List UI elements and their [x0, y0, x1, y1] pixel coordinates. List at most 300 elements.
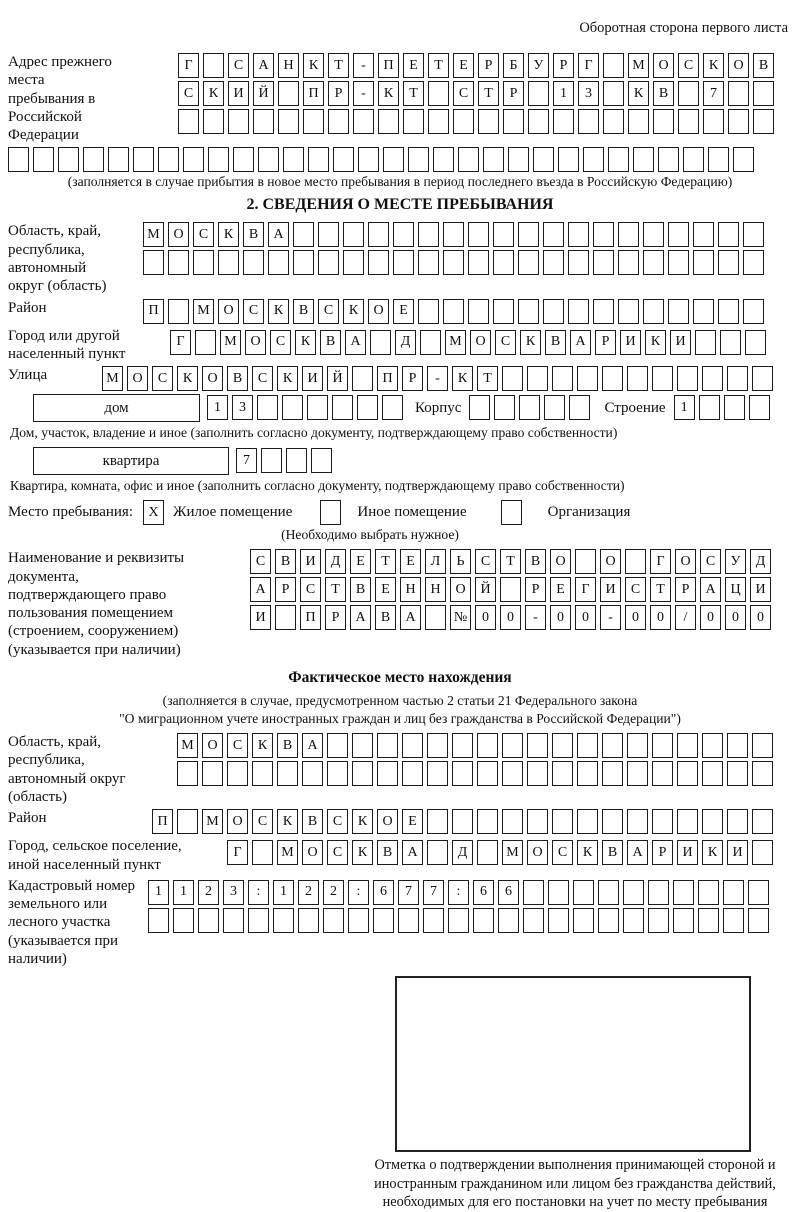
- char-cell[interactable]: [698, 908, 719, 933]
- char-cell[interactable]: [352, 366, 373, 391]
- char-cell[interactable]: А: [400, 605, 421, 630]
- char-cell[interactable]: [708, 147, 729, 172]
- char-cell[interactable]: [668, 250, 689, 275]
- char-cell[interactable]: В: [293, 299, 314, 324]
- char-cell[interactable]: [273, 908, 294, 933]
- char-cell[interactable]: Т: [428, 53, 449, 78]
- char-cell[interactable]: [323, 908, 344, 933]
- char-cell[interactable]: Ь: [450, 549, 471, 574]
- char-cell[interactable]: М: [502, 840, 523, 865]
- char-cell[interactable]: Е: [403, 53, 424, 78]
- char-cell[interactable]: [668, 222, 689, 247]
- char-cell[interactable]: [427, 809, 448, 834]
- char-cell[interactable]: [573, 908, 594, 933]
- char-cell[interactable]: М: [445, 330, 466, 355]
- char-cell[interactable]: [608, 147, 629, 172]
- char-cell[interactable]: :: [348, 880, 369, 905]
- char-cell[interactable]: Г: [178, 53, 199, 78]
- char-cell[interactable]: [418, 299, 439, 324]
- char-cell[interactable]: [448, 908, 469, 933]
- char-cell[interactable]: 0: [650, 605, 671, 630]
- char-cell[interactable]: К: [628, 81, 649, 106]
- char-cell[interactable]: [577, 366, 598, 391]
- char-cell[interactable]: К: [277, 809, 298, 834]
- char-cell[interactable]: В: [545, 330, 566, 355]
- char-cell[interactable]: [193, 250, 214, 275]
- char-cell[interactable]: [328, 109, 349, 134]
- char-cell[interactable]: Т: [650, 577, 671, 602]
- char-cell[interactable]: [693, 222, 714, 247]
- char-cell[interactable]: [425, 605, 446, 630]
- char-cell[interactable]: К: [352, 840, 373, 865]
- char-cell[interactable]: [293, 250, 314, 275]
- char-cell[interactable]: [503, 109, 524, 134]
- char-cell[interactable]: [268, 250, 289, 275]
- char-cell[interactable]: [518, 250, 539, 275]
- char-cell[interactable]: [695, 330, 716, 355]
- char-cell[interactable]: [177, 761, 198, 786]
- char-cell[interactable]: 0: [550, 605, 571, 630]
- char-cell[interactable]: Е: [550, 577, 571, 602]
- char-cell[interactable]: 2: [298, 880, 319, 905]
- char-cell[interactable]: [652, 366, 673, 391]
- char-cell[interactable]: [227, 761, 248, 786]
- char-cell[interactable]: [498, 908, 519, 933]
- char-cell[interactable]: Г: [575, 577, 596, 602]
- char-cell[interactable]: [383, 147, 404, 172]
- char-cell[interactable]: Т: [328, 53, 349, 78]
- char-cell[interactable]: [519, 395, 540, 420]
- char-cell[interactable]: [468, 250, 489, 275]
- char-cell[interactable]: [548, 908, 569, 933]
- char-cell[interactable]: Д: [395, 330, 416, 355]
- char-cell[interactable]: К: [577, 840, 598, 865]
- char-cell[interactable]: [752, 761, 773, 786]
- char-cell[interactable]: А: [627, 840, 648, 865]
- char-cell[interactable]: [693, 299, 714, 324]
- char-cell[interactable]: [718, 250, 739, 275]
- char-cell[interactable]: [83, 147, 104, 172]
- char-cell[interactable]: [727, 733, 748, 758]
- char-cell[interactable]: [427, 761, 448, 786]
- char-cell[interactable]: [257, 395, 278, 420]
- char-cell[interactable]: И: [250, 605, 271, 630]
- char-cell[interactable]: [427, 840, 448, 865]
- char-cell[interactable]: [228, 109, 249, 134]
- char-cell[interactable]: Е: [400, 549, 421, 574]
- char-cell[interactable]: О: [202, 733, 223, 758]
- char-cell[interactable]: К: [378, 81, 399, 106]
- char-cell[interactable]: П: [377, 366, 398, 391]
- char-cell[interactable]: 0: [575, 605, 596, 630]
- char-cell[interactable]: [602, 733, 623, 758]
- char-cell[interactable]: [745, 330, 766, 355]
- char-cell[interactable]: [418, 250, 439, 275]
- char-cell[interactable]: Б: [503, 53, 524, 78]
- char-cell[interactable]: 1: [148, 880, 169, 905]
- char-cell[interactable]: Т: [403, 81, 424, 106]
- char-cell[interactable]: [393, 222, 414, 247]
- char-cell[interactable]: [508, 147, 529, 172]
- char-cell[interactable]: И: [620, 330, 641, 355]
- char-cell[interactable]: [501, 500, 522, 525]
- char-cell[interactable]: [752, 840, 773, 865]
- char-cell[interactable]: [575, 549, 596, 574]
- char-cell[interactable]: С: [252, 809, 273, 834]
- char-cell[interactable]: К: [303, 53, 324, 78]
- char-cell[interactable]: [598, 880, 619, 905]
- char-cell[interactable]: К: [520, 330, 541, 355]
- char-cell[interactable]: [643, 299, 664, 324]
- char-cell[interactable]: А: [350, 605, 371, 630]
- char-cell[interactable]: [593, 222, 614, 247]
- char-cell[interactable]: А: [700, 577, 721, 602]
- char-cell[interactable]: [493, 250, 514, 275]
- char-cell[interactable]: [473, 908, 494, 933]
- char-cell[interactable]: [752, 809, 773, 834]
- char-cell[interactable]: 7: [703, 81, 724, 106]
- char-cell[interactable]: [703, 109, 724, 134]
- char-cell[interactable]: [332, 395, 353, 420]
- char-cell[interactable]: -: [600, 605, 621, 630]
- char-cell[interactable]: О: [450, 577, 471, 602]
- char-cell[interactable]: 6: [473, 880, 494, 905]
- char-cell[interactable]: Г: [578, 53, 599, 78]
- char-cell[interactable]: [677, 733, 698, 758]
- char-cell[interactable]: [33, 147, 54, 172]
- char-cell[interactable]: [677, 761, 698, 786]
- char-cell[interactable]: [718, 299, 739, 324]
- char-cell[interactable]: [724, 395, 745, 420]
- char-cell[interactable]: С: [678, 53, 699, 78]
- char-cell[interactable]: П: [300, 605, 321, 630]
- char-cell[interactable]: [523, 908, 544, 933]
- char-cell[interactable]: А: [402, 840, 423, 865]
- char-cell[interactable]: [502, 809, 523, 834]
- char-cell[interactable]: [278, 109, 299, 134]
- char-cell[interactable]: С: [625, 577, 646, 602]
- char-cell[interactable]: [752, 733, 773, 758]
- char-cell[interactable]: -: [353, 53, 374, 78]
- char-cell[interactable]: О: [728, 53, 749, 78]
- char-cell[interactable]: [177, 809, 198, 834]
- char-cell[interactable]: К: [218, 222, 239, 247]
- char-cell[interactable]: [720, 330, 741, 355]
- char-cell[interactable]: О: [527, 840, 548, 865]
- char-cell[interactable]: М: [220, 330, 241, 355]
- char-cell[interactable]: Р: [478, 53, 499, 78]
- char-cell[interactable]: [168, 250, 189, 275]
- char-cell[interactable]: [402, 761, 423, 786]
- char-cell[interactable]: 6: [498, 880, 519, 905]
- char-cell[interactable]: Г: [650, 549, 671, 574]
- char-cell[interactable]: Р: [402, 366, 423, 391]
- char-cell[interactable]: О: [377, 809, 398, 834]
- char-cell[interactable]: :: [248, 880, 269, 905]
- char-cell[interactable]: С: [318, 299, 339, 324]
- char-cell[interactable]: -: [427, 366, 448, 391]
- char-cell[interactable]: [333, 147, 354, 172]
- char-cell[interactable]: [500, 577, 521, 602]
- char-cell[interactable]: 0: [725, 605, 746, 630]
- char-cell[interactable]: [618, 222, 639, 247]
- char-cell[interactable]: В: [277, 733, 298, 758]
- char-cell[interactable]: [293, 222, 314, 247]
- char-cell[interactable]: [752, 366, 773, 391]
- char-cell[interactable]: Е: [402, 809, 423, 834]
- char-cell[interactable]: 7: [423, 880, 444, 905]
- char-cell[interactable]: [602, 366, 623, 391]
- char-cell[interactable]: [702, 366, 723, 391]
- char-cell[interactable]: С: [495, 330, 516, 355]
- char-cell[interactable]: Р: [675, 577, 696, 602]
- char-cell[interactable]: 2: [198, 880, 219, 905]
- char-cell[interactable]: [648, 908, 669, 933]
- char-cell[interactable]: [368, 250, 389, 275]
- char-cell[interactable]: [527, 366, 548, 391]
- char-cell[interactable]: [603, 81, 624, 106]
- char-cell[interactable]: [427, 733, 448, 758]
- char-cell[interactable]: [727, 809, 748, 834]
- char-cell[interactable]: [248, 908, 269, 933]
- char-cell[interactable]: Й: [475, 577, 496, 602]
- char-cell[interactable]: [178, 109, 199, 134]
- char-cell[interactable]: [258, 147, 279, 172]
- char-cell[interactable]: [483, 147, 504, 172]
- char-cell[interactable]: Н: [425, 577, 446, 602]
- char-cell[interactable]: [478, 109, 499, 134]
- char-cell[interactable]: [673, 908, 694, 933]
- char-cell[interactable]: [233, 147, 254, 172]
- char-cell[interactable]: [753, 81, 774, 106]
- char-cell[interactable]: [553, 109, 574, 134]
- char-cell[interactable]: 1: [173, 880, 194, 905]
- char-cell[interactable]: [658, 147, 679, 172]
- char-cell[interactable]: [568, 222, 589, 247]
- char-cell[interactable]: [618, 250, 639, 275]
- char-cell[interactable]: [252, 840, 273, 865]
- char-cell[interactable]: [693, 250, 714, 275]
- char-cell[interactable]: К: [702, 840, 723, 865]
- char-cell[interactable]: [282, 395, 303, 420]
- char-cell[interactable]: [203, 53, 224, 78]
- char-cell[interactable]: В: [227, 366, 248, 391]
- char-cell[interactable]: К: [268, 299, 289, 324]
- char-cell[interactable]: [602, 761, 623, 786]
- char-cell[interactable]: [352, 761, 373, 786]
- char-cell[interactable]: [303, 109, 324, 134]
- char-cell[interactable]: Д: [452, 840, 473, 865]
- char-cell[interactable]: [183, 147, 204, 172]
- char-cell[interactable]: [677, 366, 698, 391]
- char-cell[interactable]: О: [168, 222, 189, 247]
- char-cell[interactable]: Т: [375, 549, 396, 574]
- char-cell[interactable]: [528, 81, 549, 106]
- char-cell[interactable]: С: [552, 840, 573, 865]
- char-cell[interactable]: М: [277, 840, 298, 865]
- char-cell[interactable]: [618, 299, 639, 324]
- char-cell[interactable]: [8, 147, 29, 172]
- char-cell[interactable]: [623, 880, 644, 905]
- char-cell[interactable]: [198, 908, 219, 933]
- char-cell[interactable]: А: [253, 53, 274, 78]
- char-cell[interactable]: [652, 809, 673, 834]
- char-cell[interactable]: О: [245, 330, 266, 355]
- char-cell[interactable]: А: [250, 577, 271, 602]
- char-cell[interactable]: [402, 733, 423, 758]
- char-cell[interactable]: 1: [207, 395, 228, 420]
- char-cell[interactable]: К: [203, 81, 224, 106]
- char-cell[interactable]: Д: [750, 549, 771, 574]
- char-cell[interactable]: [627, 366, 648, 391]
- char-cell[interactable]: Й: [253, 81, 274, 106]
- char-cell[interactable]: В: [602, 840, 623, 865]
- char-cell[interactable]: С: [243, 299, 264, 324]
- char-cell[interactable]: [728, 109, 749, 134]
- char-cell[interactable]: [143, 250, 164, 275]
- char-cell[interactable]: И: [300, 549, 321, 574]
- char-cell[interactable]: [527, 809, 548, 834]
- char-cell[interactable]: [286, 448, 307, 473]
- char-cell[interactable]: [261, 448, 282, 473]
- char-cell[interactable]: И: [727, 840, 748, 865]
- char-cell[interactable]: 1: [553, 81, 574, 106]
- char-cell[interactable]: А: [345, 330, 366, 355]
- char-cell[interactable]: А: [570, 330, 591, 355]
- char-cell[interactable]: Ц: [725, 577, 746, 602]
- char-cell[interactable]: 3: [232, 395, 253, 420]
- char-cell[interactable]: О: [470, 330, 491, 355]
- char-cell[interactable]: 0: [700, 605, 721, 630]
- char-cell[interactable]: С: [300, 577, 321, 602]
- char-cell[interactable]: Р: [275, 577, 296, 602]
- char-cell[interactable]: [643, 250, 664, 275]
- char-cell[interactable]: [298, 908, 319, 933]
- char-cell[interactable]: [723, 908, 744, 933]
- char-cell[interactable]: [420, 330, 441, 355]
- char-cell[interactable]: [202, 761, 223, 786]
- char-cell[interactable]: М: [143, 222, 164, 247]
- char-cell[interactable]: К: [252, 733, 273, 758]
- char-cell[interactable]: В: [243, 222, 264, 247]
- char-cell[interactable]: [148, 908, 169, 933]
- char-cell[interactable]: [302, 761, 323, 786]
- char-cell[interactable]: О: [127, 366, 148, 391]
- char-cell[interactable]: О: [368, 299, 389, 324]
- char-cell[interactable]: [428, 109, 449, 134]
- char-cell[interactable]: Т: [478, 81, 499, 106]
- char-cell[interactable]: [698, 880, 719, 905]
- char-cell[interactable]: [748, 880, 769, 905]
- char-cell[interactable]: [723, 880, 744, 905]
- char-cell[interactable]: [370, 330, 391, 355]
- char-cell[interactable]: [552, 761, 573, 786]
- char-cell[interactable]: [283, 147, 304, 172]
- char-cell[interactable]: [443, 222, 464, 247]
- char-cell[interactable]: [203, 109, 224, 134]
- char-cell[interactable]: Й: [327, 366, 348, 391]
- char-cell[interactable]: [320, 500, 341, 525]
- char-cell[interactable]: К: [703, 53, 724, 78]
- char-cell[interactable]: [583, 147, 604, 172]
- char-cell[interactable]: [652, 733, 673, 758]
- char-cell[interactable]: [548, 880, 569, 905]
- char-cell[interactable]: [552, 366, 573, 391]
- char-cell[interactable]: М: [628, 53, 649, 78]
- char-cell[interactable]: Д: [325, 549, 346, 574]
- char-cell[interactable]: X: [143, 500, 164, 525]
- char-cell[interactable]: М: [202, 809, 223, 834]
- char-cell[interactable]: П: [378, 53, 399, 78]
- char-cell[interactable]: М: [102, 366, 123, 391]
- char-cell[interactable]: [208, 147, 229, 172]
- char-cell[interactable]: [743, 222, 764, 247]
- char-cell[interactable]: [543, 222, 564, 247]
- char-cell[interactable]: [378, 109, 399, 134]
- char-cell[interactable]: [573, 880, 594, 905]
- char-cell[interactable]: :: [448, 880, 469, 905]
- char-cell[interactable]: №: [450, 605, 471, 630]
- char-cell[interactable]: Г: [227, 840, 248, 865]
- char-cell[interactable]: У: [528, 53, 549, 78]
- char-cell[interactable]: К: [352, 809, 373, 834]
- char-cell[interactable]: [673, 880, 694, 905]
- char-cell[interactable]: [603, 53, 624, 78]
- char-cell[interactable]: [699, 395, 720, 420]
- char-cell[interactable]: [327, 733, 348, 758]
- char-cell[interactable]: [382, 395, 403, 420]
- char-cell[interactable]: 0: [500, 605, 521, 630]
- char-cell[interactable]: [678, 81, 699, 106]
- char-cell[interactable]: [308, 147, 329, 172]
- char-cell[interactable]: Р: [595, 330, 616, 355]
- char-cell[interactable]: О: [202, 366, 223, 391]
- char-cell[interactable]: [523, 880, 544, 905]
- char-cell[interactable]: [552, 733, 573, 758]
- char-cell[interactable]: [423, 908, 444, 933]
- char-cell[interactable]: Р: [652, 840, 673, 865]
- char-cell[interactable]: И: [750, 577, 771, 602]
- char-cell[interactable]: [443, 299, 464, 324]
- char-cell[interactable]: 0: [750, 605, 771, 630]
- char-cell[interactable]: [307, 395, 328, 420]
- char-cell[interactable]: [195, 330, 216, 355]
- char-cell[interactable]: [398, 908, 419, 933]
- char-cell[interactable]: [502, 366, 523, 391]
- char-cell[interactable]: [243, 250, 264, 275]
- char-cell[interactable]: И: [600, 577, 621, 602]
- char-cell[interactable]: [602, 809, 623, 834]
- char-cell[interactable]: [253, 109, 274, 134]
- char-cell[interactable]: Е: [350, 549, 371, 574]
- char-cell[interactable]: 3: [578, 81, 599, 106]
- char-cell[interactable]: С: [152, 366, 173, 391]
- char-cell[interactable]: [749, 395, 770, 420]
- char-cell[interactable]: М: [193, 299, 214, 324]
- char-cell[interactable]: В: [302, 809, 323, 834]
- char-cell[interactable]: [277, 761, 298, 786]
- char-cell[interactable]: С: [327, 809, 348, 834]
- char-cell[interactable]: Л: [425, 549, 446, 574]
- char-cell[interactable]: [502, 733, 523, 758]
- char-cell[interactable]: О: [550, 549, 571, 574]
- char-cell[interactable]: [743, 250, 764, 275]
- char-cell[interactable]: С: [327, 840, 348, 865]
- char-cell[interactable]: С: [227, 733, 248, 758]
- char-cell[interactable]: [683, 147, 704, 172]
- char-cell[interactable]: [733, 147, 754, 172]
- char-cell[interactable]: Н: [400, 577, 421, 602]
